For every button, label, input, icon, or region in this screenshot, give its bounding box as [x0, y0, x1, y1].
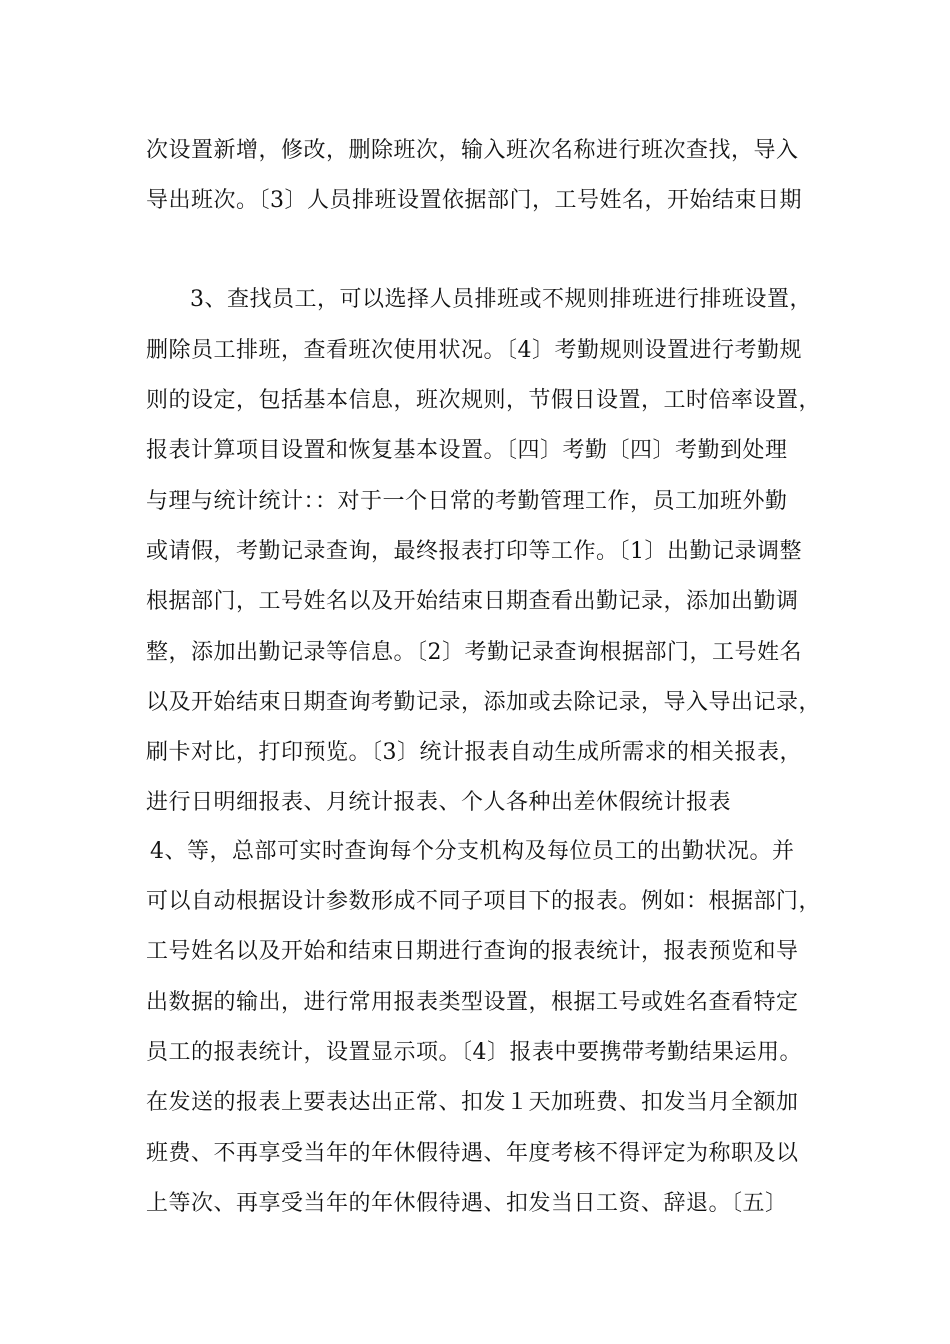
text-line: 4、等，总部可实时查询每个分支机构及每位员工的出勤状况。并: [150, 839, 795, 864]
text-line: 以及开始结束日期查询考勤记录，添加或去除记录，导入导出记录，: [146, 690, 822, 715]
text-line: 根据部门，工号姓名以及开始结束日期查看出勤记录，添加出勤调: [146, 589, 799, 614]
text-line: 班费、不再享受当年的年休假待遇、年度考核不得评定为称职及以: [146, 1141, 799, 1166]
text-line: 进行日明细报表、月统计报表、个人各种出差休假统计报表: [146, 790, 732, 815]
text-line: 与理与统计统计：：对于一个日常的考勤管理工作，员工加班外勤: [146, 489, 788, 514]
text-line: 3、查找员工，可以选择人员排班或不规则排班进行排班设置，: [190, 287, 812, 312]
text-line: 刷卡对比，打印预览。〔3〕统计报表自动生成所需求的相关报表，: [146, 740, 802, 765]
text-line: 导出班次。〔3〕人员排班设置依据部门，工号姓名，开始结束日期: [146, 188, 802, 213]
text-line: 或请假，考勤记录查询，最终报表打印等工作。〔1〕出勤记录调整: [146, 539, 802, 564]
text-line: 报表计算项目设置和恢复基本设置。〔四〕考勤〔四〕考勤到处理: [146, 438, 788, 463]
text-line: 员工的报表统计，设置显示项。〔4〕报表中要携带考勤结果运用。: [146, 1040, 802, 1065]
text-line: 工号姓名以及开始和结束日期进行查询的报表统计，报表预览和导: [146, 939, 799, 964]
text-line: 则的设定，包括基本信息，班次规则，节假日设置，工时倍率设置，: [146, 388, 822, 413]
text-line: 可以自动根据设计参数形成不同子项目下的报表。例如：根据部门，: [146, 889, 822, 914]
text-line: 在发送的报表上要表达出正常、扣发１天加班费、扣发当月全额加: [146, 1090, 799, 1115]
text-line: 上等次、再享受当年的年休假待遇、扣发当日工资、辞退。〔五〕: [146, 1191, 788, 1216]
text-line: 次设置新增，修改，删除班次，输入班次名称进行班次查找，导入: [146, 138, 799, 163]
text-line: 出数据的输出，进行常用报表类型设置，根据工号或姓名查看特定: [146, 990, 799, 1015]
text-line: 删除员工排班，查看班次使用状况。〔4〕考勤规则设置进行考勤规: [146, 338, 802, 363]
text-line: 整，添加出勤记录等信息。〔2〕考勤记录查询根据部门，工号姓名: [146, 640, 802, 665]
